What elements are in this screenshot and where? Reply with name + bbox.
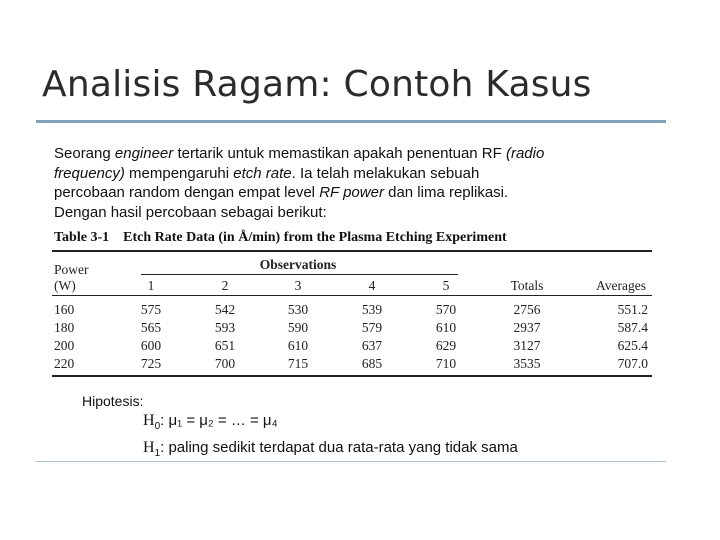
intro-line-2: frequency) mempengaruhi etch rate. Ia telah melakukan sebuah (54, 164, 480, 182)
title-divider (36, 120, 666, 123)
cell-average: 587.4 (617, 320, 648, 335)
table-caption (54, 230, 507, 246)
cell-observation: 600 (140, 338, 162, 353)
cell-observation: 651 (214, 338, 236, 353)
intro-line-1: Seorang engineer tertarik untuk memastikan apakah penentuan RF (radio (54, 145, 545, 162)
cell-observation: 539 (361, 302, 383, 317)
header-bottom-rule (52, 295, 652, 296)
totals-header: Totals (510, 278, 544, 293)
observations-header: Observations (259, 257, 337, 272)
power-header-line2: (W) (54, 278, 76, 293)
cell-observation: 710 (435, 356, 457, 371)
obs-col-3: 3 (294, 278, 302, 293)
obs-col-4: 4 (368, 278, 376, 293)
alternative-hypothesis: $H_1$: paling sedikit terdapat dua rata-rata yang tidak sama (143, 439, 518, 459)
cell-power: 180 (54, 320, 75, 335)
cell-observation: 565 (140, 320, 162, 335)
intro-line-4: Dengan hasil percobaan sebagai berikut: (54, 203, 327, 221)
cell-power: 220 (54, 356, 75, 371)
cell-observation: 685 (361, 356, 383, 371)
cell-observation: 593 (214, 320, 236, 335)
cell-observation: 530 (287, 302, 309, 317)
cell-observation: 575 (140, 302, 162, 317)
cell-average: 625.4 (617, 338, 648, 353)
table-bottom-rule (52, 375, 652, 377)
table-top-rule (52, 250, 652, 252)
cell-power: 200 (54, 338, 75, 353)
obs-col-1: 1 (147, 278, 155, 293)
cell-observation: 700 (214, 356, 236, 371)
intro-line-3: percobaan random dengan empat level RF power dan lima replikasi. (54, 184, 509, 201)
cell-total: 2937 (513, 320, 541, 335)
footer-divider (36, 461, 666, 462)
table-caption-text: Etch Rate Data (in Å/min) from the Plasma Etching Experiment (123, 230, 507, 245)
cell-average: 707.0 (617, 356, 648, 371)
cell-observation: 715 (287, 356, 309, 371)
obs-col-5: 5 (442, 278, 450, 293)
cell-average: 551.2 (617, 302, 648, 317)
cell-observation: 590 (287, 320, 309, 335)
cell-observation: 725 (140, 356, 162, 371)
power-header-line1: Power (54, 262, 89, 277)
cell-total: 3535 (513, 356, 541, 371)
cell-total: 3127 (513, 338, 541, 353)
hypothesis-label: Hipotesis: (82, 393, 144, 409)
cell-observation: 542 (214, 302, 236, 317)
null-hypothesis: $H_0$: μ₁ = μ₂ = … = μ₄ (143, 412, 278, 432)
cell-observation: 579 (361, 320, 383, 335)
obs-col-2: 2 (221, 278, 229, 293)
observations-rule (141, 274, 458, 275)
cell-observation: 629 (435, 338, 457, 353)
table-number: Table 3-1 (54, 230, 110, 245)
cell-power: 160 (54, 302, 75, 317)
averages-header: Averages (596, 278, 646, 293)
cell-observation: 570 (435, 302, 457, 317)
cell-observation: 637 (361, 338, 383, 353)
cell-observation: 610 (435, 320, 457, 335)
cell-observation: 610 (287, 338, 309, 353)
cell-total: 2756 (513, 302, 541, 317)
intro-paragraph (54, 144, 654, 222)
slide-title: Analisis Ragam: Contoh Kasus (42, 64, 592, 105)
